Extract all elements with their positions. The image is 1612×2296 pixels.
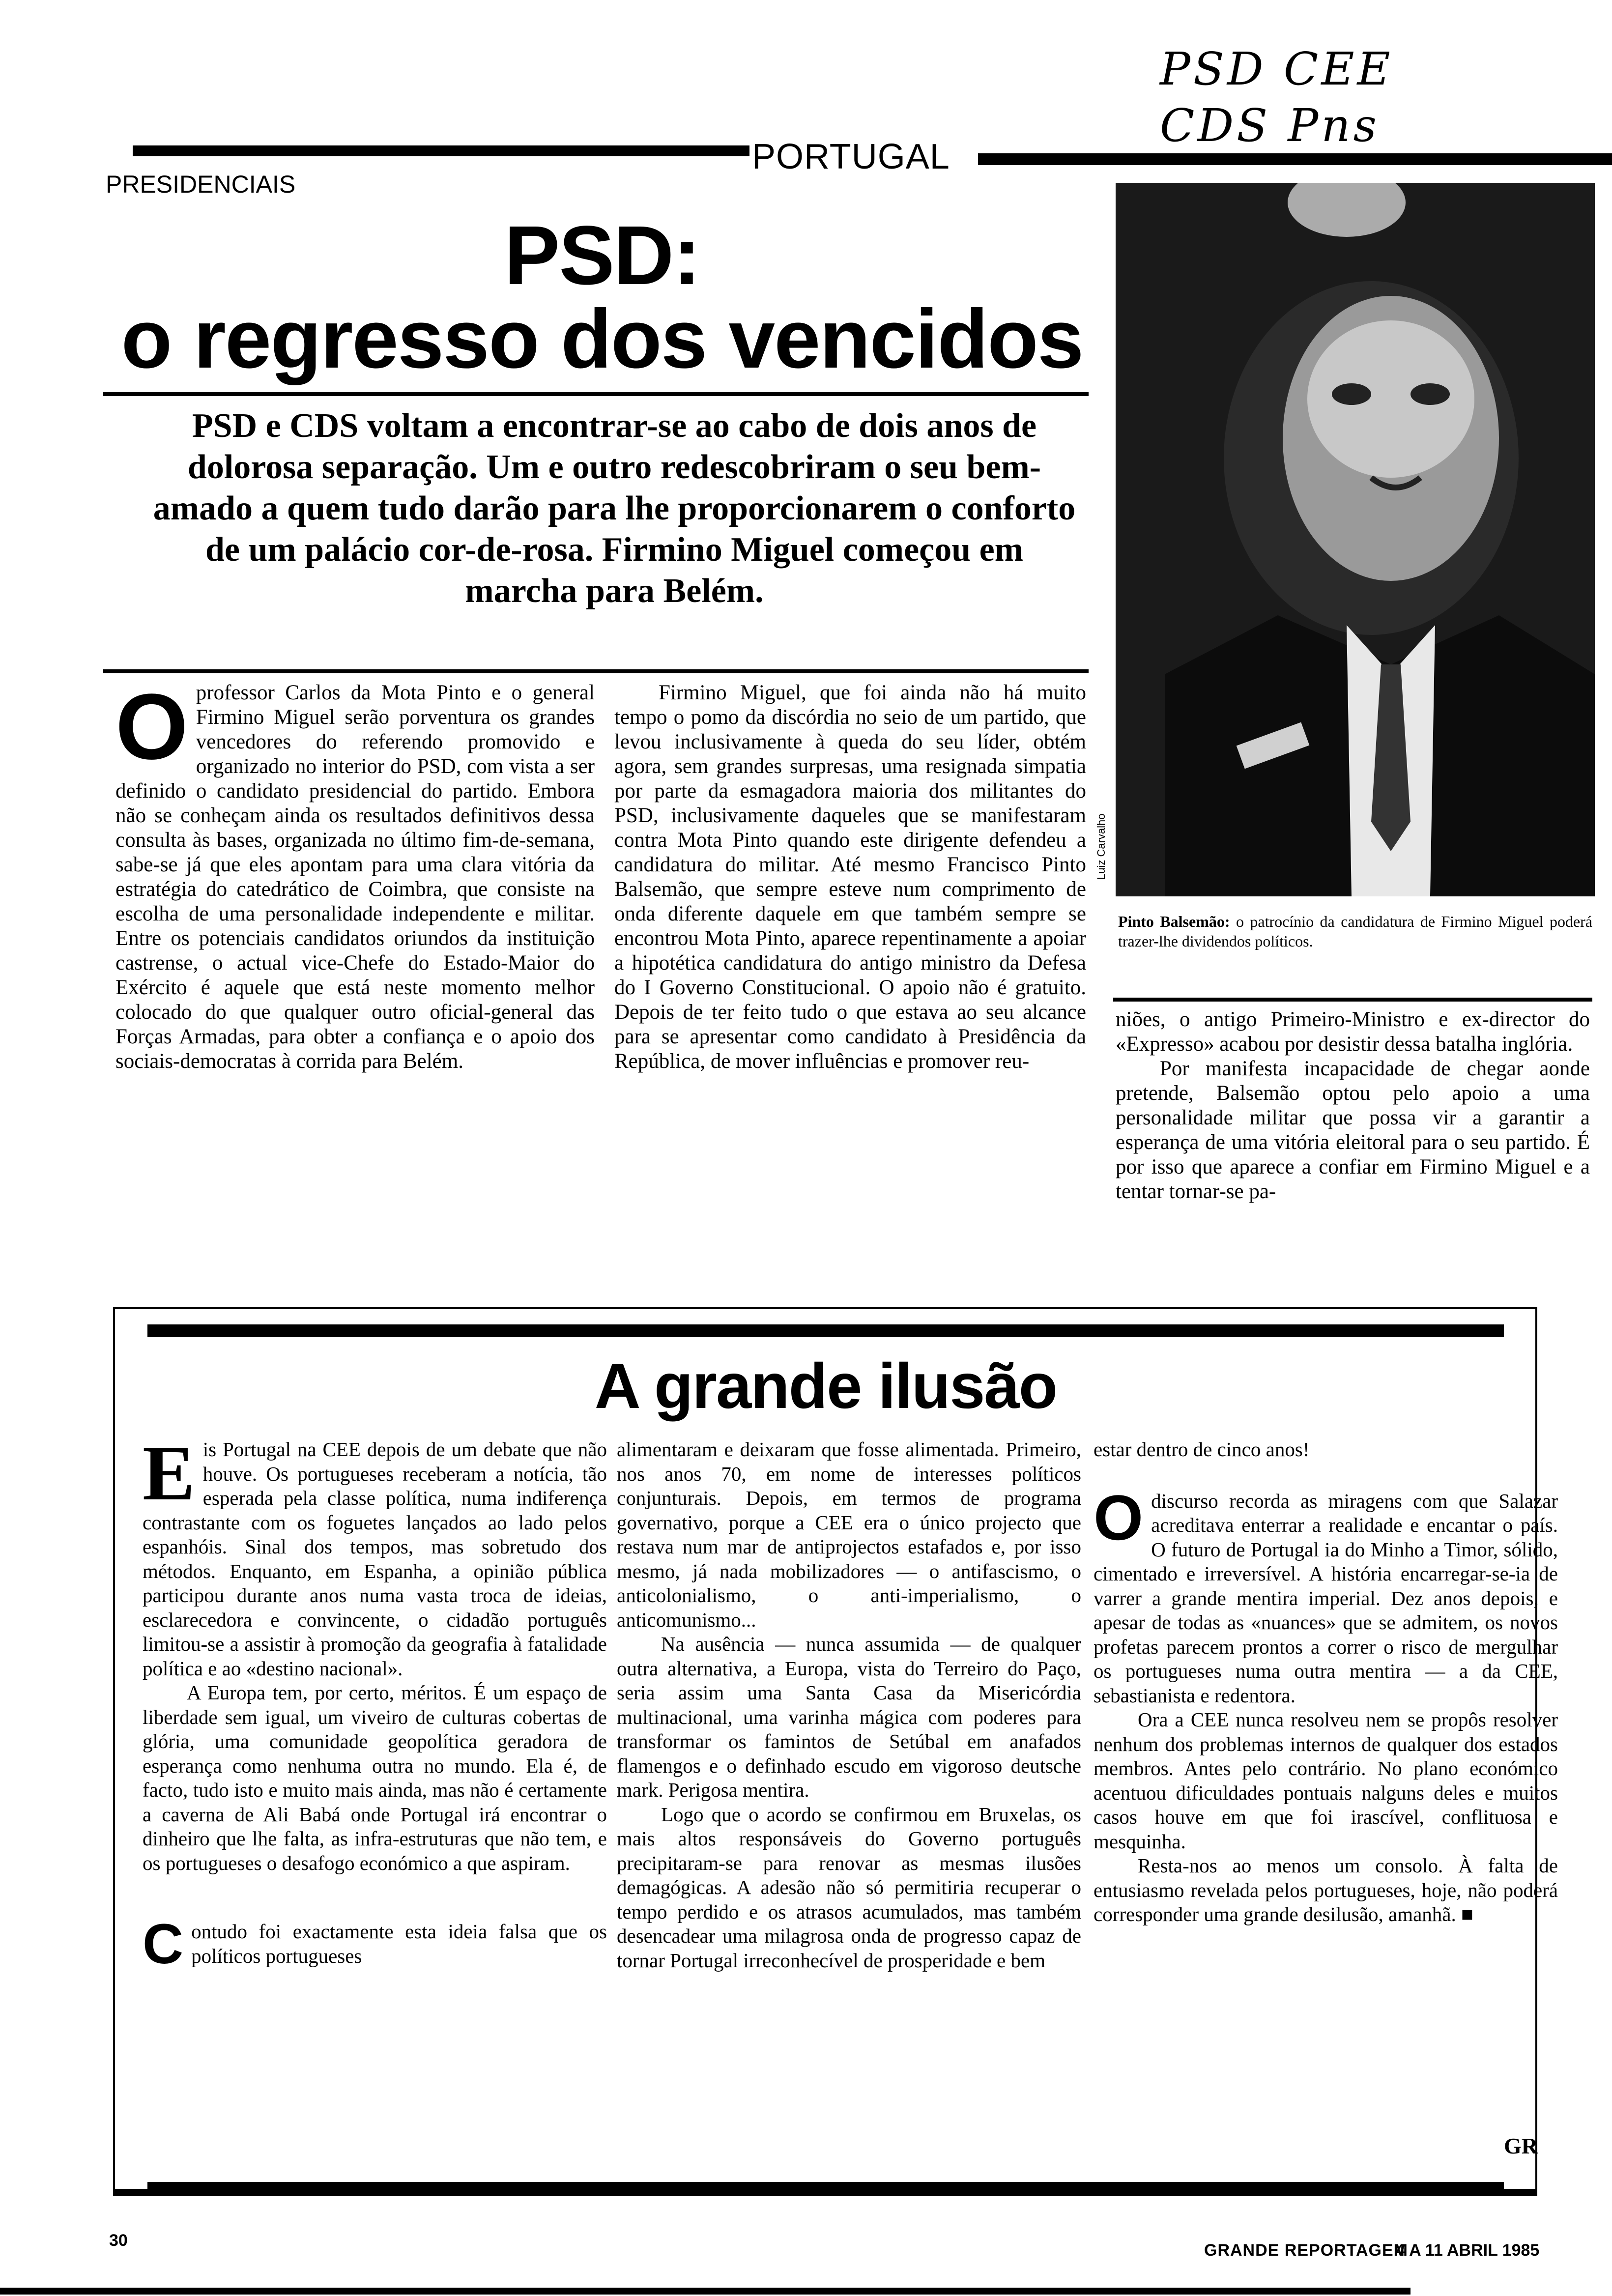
box-top-rule xyxy=(147,1324,1504,1337)
dropcap-c: C xyxy=(143,1913,184,1976)
photo-caption xyxy=(1118,912,1592,951)
article2-col1-p1: is Portugal na CEE depois de um debate que não houve. Os portugueses receberam a notícia, tão esperada pela classe política, numa indiferença contrastante com os foguetes lançados ao lado pelos espanhóis. Sinal dos tempos, mas sobretudo dos métodos. Enquanto, em Espanha, a opinião pública participou durante anos numa vasta troca de ideias, esclarecedora e convincente, o cidadão português limitou-se a assistir à promoção da geografia à fatalidade política e ao «destino nacional». xyxy=(143,1438,607,1680)
article2-col3-p3: Ora a CEE nunca resolveu nem se propôs resolver nenhum dos problemas internos de qualquer dos estados membros. Antes pelo contrário. No plano económico acentuou dificuldades pontuais nalguns deles e muitos casos houve em que foi irascível, conflituosa e mesquinha. xyxy=(1094,1708,1558,1853)
article2-column-3 xyxy=(1094,1437,1558,1927)
article1-col1-text: professor Carlos da Mota Pinto e o general Firmino Miguel serão porventura os grandes vencedores do referendo promovido e organizado no interior do PSD, com vista a ser definido o candidato presidencial do partido. Embora não se conheçam ainda os resultados definitivos dessa consulta às bases, organizada no último fim-de-semana, sabe-se já que eles apontam para uma clara vitória da estratégia do catedrático de Coimbra, que consiste na escolha de uma personalidade independente e militar. Entre os potenciais candidatos oriundos da instituição castrense, o actual vice-Chefe do Estado-Maior do Exército é aquele que está neste momento melhor colocado do que qualquer outro oficial-general das Forças Armadas, para obter a confiança e o apoio dos sociais-democratas à corrida para Belém. xyxy=(115,681,595,1073)
deck-rule xyxy=(103,669,1089,673)
section-kicker: PRESIDENCIAIS xyxy=(106,171,296,198)
box-bottom-rule xyxy=(147,2182,1504,2195)
box-headline: A grande ilusão xyxy=(594,1350,1057,1422)
article2-col3-p4 xyxy=(1094,1854,1558,1927)
article2-col2-p3: Logo que o acordo se confirmou em Bruxelas, os mais altos responsáveis do Governo português precipitaram-se para renovar as mesmas ilusões demagógicas. A adesão não só permitiria recuperar o tempo perdido e os atrasos acumulados, mas também desencadear uma milagrosa onda de progresso capaz de tornar Portugal irreconhecível de prosperidade e bem xyxy=(617,1803,1081,1972)
article1-column-2 xyxy=(614,681,1086,1074)
publication-name: GRANDE REPORTAGEM xyxy=(1204,2241,1408,2260)
section-label: PORTUGAL xyxy=(752,137,950,176)
article1-column-1 xyxy=(115,675,595,1074)
article2-col3-p2: discurso recorda as miragens com que Salazar acreditava enterrar a realidade e encantar o país. O futuro de Portugal ia do Minho a Timor, sólido, cimentado e irreversível. A história encarregar-se-ia de varrer a grande mentira imperial. Dez anos depois, e apesar de todas as «nuances» que se admitem, os novos profetas parecem prontos a correr o risco de mergulhar os portugueses numa outra mentira — a da CEE, sebastianista e redentora. xyxy=(1094,1489,1558,1707)
photo-pinto-balsemao xyxy=(1116,183,1595,896)
dropcap: O xyxy=(115,675,188,779)
article1-col3-p1: niões, o antigo Primeiro-Ministro e ex-director do «Expresso» acabou por desistir dessa batalha inglória. xyxy=(1116,1008,1590,1056)
article2-col3-p4-text: Resta-nos ao menos um consolo. À falta de entusiasmo revelada pelos portugueses, hoje, não poderá corresponder uma grande desilusão, amanhã. xyxy=(1094,1854,1558,1925)
photo-credit: Luiz Carvalho xyxy=(1095,813,1107,880)
end-mark-icon: ■ xyxy=(1461,1903,1473,1925)
section-rule-left xyxy=(133,145,749,156)
article2-col2-p2: Na ausência — nunca assumida — de qualquer outra alternativa, a Europa, vista do Terreiro do Paço, seria assim uma Santa Casa da Misericórdia multinacional, uma varinha mágica com poderes para transformar os famintos de Setúbal em anafados flamengos e o definhado escudo em vigoroso deutsche mark. Perigosa mentira. xyxy=(617,1633,1081,1801)
portrait-image xyxy=(1116,183,1595,896)
headline-rule xyxy=(103,392,1089,396)
article2-col3-p1: estar dentro de cinco anos! xyxy=(1094,1438,1310,1461)
article2-col1-p2: A Europa tem, por certo, méritos. É um espaço de liberdade sem igual, um viveiro de culturas cobertas de glória, uma comunidade geopolítica geradora de esperança como nenhuma outra no mundo. Ela é, de facto, tudo isto e muito mais ainda, mas não é certamente a caverna de Ali Babá onde Portugal irá encontrar o dinheiro que lhe falta, as infra-estruturas que não tem, e os portugueses o desafogo económico a que aspiram. xyxy=(143,1681,607,1874)
section-rule-right xyxy=(978,153,1612,165)
page-edge-rule xyxy=(0,2288,1410,2295)
handwritten-note-line2: CDS Pns xyxy=(1160,99,1380,152)
headline-line1: PSD: xyxy=(504,209,700,302)
headline-line2: o regresso dos vencidos xyxy=(121,292,1083,386)
article2-column-2 xyxy=(617,1437,1081,1973)
caption-rule xyxy=(1113,998,1592,1002)
dropcap-e: E xyxy=(143,1429,195,1517)
article2-column-1 xyxy=(143,1429,607,1976)
article1-col3-p2: Por manifesta incapacidade de chegar aonde pretende, Balsemão optou pelo apoio a uma personalidade militar que possa vir a garantir a esperança de uma vitória eleitoral para o seu partido. É por isso que aparece a confiar em Firmino Miguel e a tentar tornar-se pa- xyxy=(1116,1057,1590,1203)
article2-col1-p3: ontudo foi exactamente esta ideia falsa que os políticos portugueses xyxy=(191,1920,607,1967)
author-signature: GR xyxy=(1504,2133,1538,2158)
caption-text: o patrocínio da candidatura de Firmino Miguel poderá trazer-lhe dividendos políticos. xyxy=(1118,913,1593,950)
article1-column-3 xyxy=(1116,1007,1590,1204)
caption-bold: Pinto Balsemão: xyxy=(1118,913,1230,930)
issue-date: 4 A 11 ABRIL 1985 xyxy=(1396,2241,1540,2260)
dropcap-o: O xyxy=(1094,1481,1144,1553)
article2-col2-p1: alimentaram e deixaram que fosse alimentada. Primeiro, nos anos 70, em nome de interesses políticos conjunturais. Depois, em termos de programa governativo, porque a CEE era o único projecto que restava num mar de antiprojectos estafados e, por isso mesmo, já nada mobilizadores — o antifascismo, o anticolonialismo, o anti-imperialismo, o anticomunismo... xyxy=(617,1438,1081,1631)
article1-col2-text: Firmino Miguel, que foi ainda não há muito tempo o pomo da discórdia no seio de um partido, que levou inclusivamente à queda do seu líder, obtém agora, sem grandes surpresas, uma resignada simpatia por parte da esmagadora maioria dos militantes do PSD, inclusivamente daqueles que se manifestaram contra Mota Pinto quando este dirigente defendeu a candidatura do militar. Até mesmo Francisco Pinto Balsemão, que sempre esteve num comprimento de onda diferente daquele em que também sempre se encontrou Mota Pinto, aparece repentinamente a apoiar a hipotética candidatura do antigo ministro da Defesa do I Governo Constitucional. O apoio não é gratuito. Depois de ter feito tudo o que estava ao seu alcance para se apresentar como candidato à Presidência da República, de mover influências e promover reu- xyxy=(614,681,1086,1073)
handwritten-note-line1: PSD CEE xyxy=(1160,43,1393,95)
article-deck: PSD e CDS voltam a encontrar-se ao cabo de dois anos de dolorosa separação. Um e outro redescobriram o seu bem-amado a quem tudo darão para lhe proporcionarem o conforto de um palácio cor-de-rosa. Firmino Miguel começou em marcha para Belém. xyxy=(153,407,1076,610)
page-number: 30 xyxy=(109,2231,128,2250)
